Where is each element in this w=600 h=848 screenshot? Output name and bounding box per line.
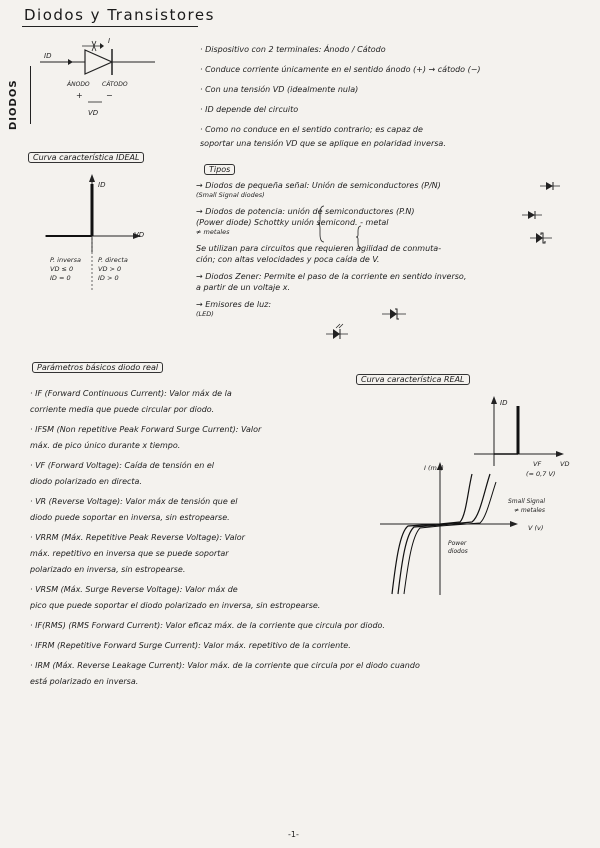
symbol-minus: − — [106, 91, 113, 100]
page-number: -1- — [288, 830, 299, 839]
intro-item: · Como no conduce en el sentido contrario; es capaz de — [200, 125, 423, 134]
symbol-current-top: I — [108, 37, 111, 45]
ideal-curve-box: Curva característica IDEAL — [28, 152, 144, 163]
symbol-plus: + — [76, 91, 83, 100]
intro-item: · Con una tensión VD (idealmente nula) — [200, 85, 359, 94]
params-item: pico que puede soportar el diodo polarizado en inversa, sin estropearse. — [30, 601, 321, 610]
tipos-item: → Emisores de luz: — [196, 300, 272, 309]
real-v-label: V (v) — [528, 524, 544, 532]
title-underline — [22, 26, 198, 27]
tipos-item: (Small Signal diodes) — [196, 191, 265, 199]
schottky-diode-icon — [530, 231, 552, 245]
real-curve-box: Curva característica REAL — [356, 374, 470, 385]
small-diode-icon — [540, 181, 560, 191]
real-curve-main-chart — [380, 460, 520, 600]
tipos-item: a partir de un voltaje x. — [196, 283, 290, 292]
params-item: está polarizado en inversa. — [30, 677, 139, 686]
side-label-underline — [30, 66, 31, 124]
params-list — [30, 388, 420, 687]
tipos-item: (LED) — [196, 310, 214, 318]
params-item: corriente media que puede circular por diodo. — [30, 405, 215, 414]
tipos-item: ≠ metales — [196, 228, 230, 236]
ideal-inverse-line: ID = 0 — [50, 274, 71, 282]
tipos-item: (Power diode) Schottky unión semicond. - metal — [196, 218, 389, 227]
real-vf-value: (≈ 0,7 V) — [526, 470, 556, 478]
params-item: · IF(RMS) (RMS Forward Current): Valor eficaz máx. de la corriente que circula por diodo. — [30, 621, 385, 630]
real-metales: ≠ metales — [514, 507, 545, 514]
page-title: Diodos y Transistores — [24, 6, 215, 24]
ideal-col-direct — [98, 256, 128, 283]
power-diode-brace — [318, 206, 326, 242]
params-item: · VRSM (Máx. Surge Reverse Voltage): Valor máx de — [30, 585, 238, 594]
params-item: diodo polarizado en directa. — [30, 477, 142, 486]
intro-item: · ID depende del circuito — [200, 105, 299, 114]
tipos-item: Se utilizan para circuitos que requieren agilidad de conmuta- — [196, 244, 442, 253]
ideal-direct-line: P. directa — [98, 256, 128, 264]
symbol-cathode-label: CÁTODO — [102, 81, 128, 88]
tipos-box: Tipos — [204, 164, 235, 175]
real-diodos: diodos — [448, 548, 468, 555]
ideal-inverse-line: P. inversa — [50, 256, 81, 264]
schottky-brace — [356, 226, 362, 248]
ideal-curve-chart — [40, 170, 150, 260]
symbol-current-in: ID — [44, 52, 52, 60]
ideal-axis-v: VD — [134, 231, 145, 239]
params-item: · VR (Reverse Voltage): Valor máx de tensión que el — [30, 497, 238, 506]
params-item: · IRM (Máx. Reverse Leakage Current): Valor máx. de la corriente que circula por el diodo cuando — [30, 661, 420, 670]
zener-diode-icon — [382, 307, 406, 321]
led-diode-icon — [326, 323, 348, 341]
tipos-item: → Diodos Zener: Permite el paso de la corriente en sentido inverso, — [196, 272, 467, 281]
real-axis-i: ID — [500, 399, 508, 407]
side-label-text: DIODOS — [8, 79, 19, 130]
params-item: diodo puede soportar en inversa, sin estropearse. — [30, 513, 230, 522]
params-item: · IFRM (Repetitive Forward Surge Current): Valor máx. repetitivo de la corriente. — [30, 641, 351, 650]
params-item: · VF (Forward Voltage): Caída de tensión en el — [30, 461, 214, 470]
symbol-anode-label: ÁNODO — [67, 81, 90, 88]
params-item: polarizado en inversa, sin estropearse. — [30, 565, 186, 574]
tipos-list — [196, 180, 466, 319]
real-i-label: I (mA) — [424, 464, 444, 472]
params-item: · VRRM (Máx. Repetitive Peak Reverse Voltage): Valor — [30, 533, 245, 542]
ideal-inverse-line: VD ≤ 0 — [50, 265, 74, 273]
params-item: · IF (Forward Continuous Current): Valor máx de la — [30, 389, 232, 398]
intro-list — [200, 44, 481, 149]
real-small-signal: Small Signal — [508, 498, 546, 505]
ideal-axis-i: ID — [98, 181, 106, 189]
intro-item: soportar una tensión VD que se aplique en polaridad inversa. — [200, 139, 446, 148]
tipos-item: ción; con altas velocidades y poca caída de V. — [196, 255, 380, 264]
real-curve-small-chart — [474, 396, 564, 468]
params-item: máx. de pico único durante x tiempo. — [30, 441, 181, 450]
side-label — [8, 79, 19, 130]
symbol-vd: VD — [88, 109, 99, 117]
tipos-item: → Diodos de potencia: unión de semiconductores (P.N) — [196, 207, 415, 216]
intro-item: · Dispositivo con 2 terminales: Ánodo / Cátodo — [200, 45, 386, 54]
tipos-item: → Diodos de pequeña señal: Unión de semiconductores (P/N) — [196, 181, 441, 190]
params-item: · IFSM (Non repetitive Peak Forward Surge Current): Valor — [30, 425, 262, 434]
ideal-direct-line: VD > 0 — [98, 265, 122, 273]
power-diode-icon — [522, 210, 542, 220]
intro-item: · Conduce corriente únicamente en el sentido ánodo (+) → cátodo (−) — [200, 65, 481, 74]
ideal-col-inverse — [50, 256, 81, 283]
real-vf-label: VF — [533, 460, 542, 468]
params-item: máx. repetitivo en inversa que se puede soportar — [30, 549, 229, 558]
params-box: Parámetros básicos diodo real — [32, 362, 163, 373]
real-vd-label: VD — [560, 460, 570, 468]
real-power: Power — [448, 540, 467, 547]
ideal-direct-line: ID > 0 — [98, 274, 119, 282]
